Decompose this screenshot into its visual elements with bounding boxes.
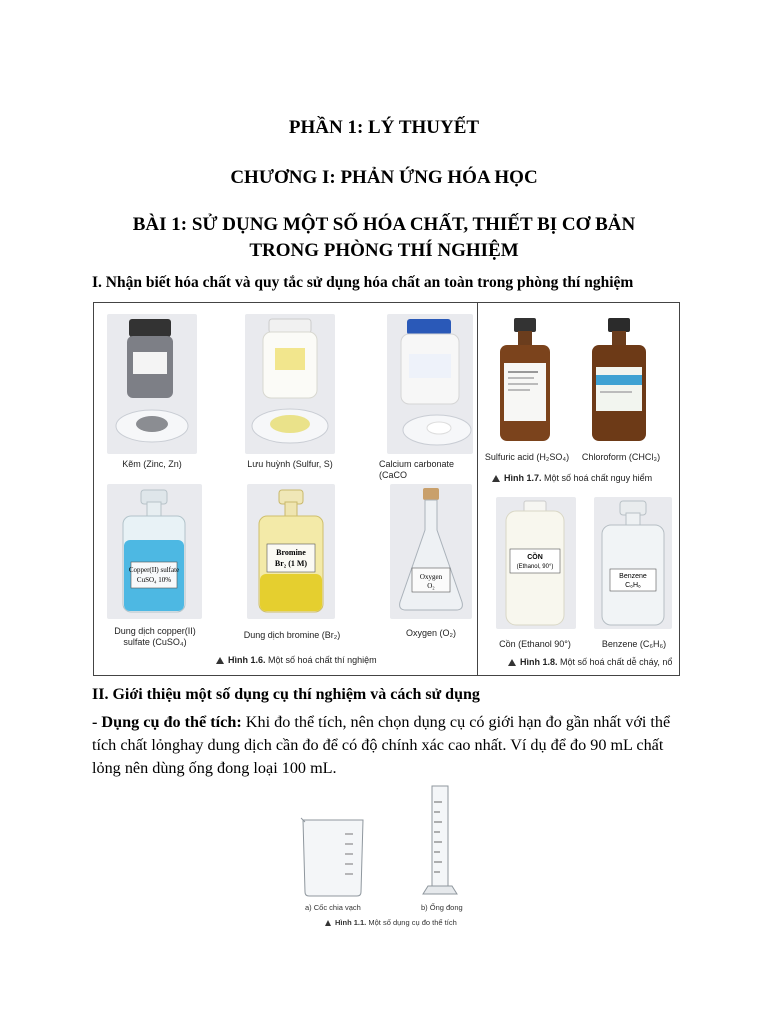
figure-divider: [477, 303, 478, 675]
benzene-label-1: Benzene: [619, 573, 647, 580]
ethanol-label-2: (Ethanol, 90°): [516, 564, 554, 570]
zinc-photo: [107, 314, 197, 454]
chapter-title: CHƯƠNG I: PHẢN ỨNG HÓA HỌC: [230, 167, 538, 188]
beaker-caption: a) Cốc chia vạch: [305, 903, 361, 912]
chloroform-photo: [586, 315, 652, 443]
benzene-label-2: C₆H₆: [625, 582, 641, 589]
ethanol-photo: [496, 497, 576, 629]
calcium-carbonate-photo: [387, 314, 473, 454]
copper-sulfate-caption: [99, 626, 211, 648]
figure-1-6-caption: [216, 655, 377, 665]
copper-sulfate-caption-line2: sulfate (CuSO₄): [123, 637, 187, 647]
figure-1-8-caption: [508, 657, 672, 667]
fig-1-6-text: Một số hoá chất thí nghiệm: [268, 655, 377, 665]
copper-sulfate-photo: [107, 484, 202, 619]
zinc-caption: Kẽm (Zinc, Zn): [122, 459, 182, 469]
oxygen-label-1: Oxygen: [419, 573, 443, 581]
paragraph-bold-lead: - Dụng cụ đo thể tích:: [92, 713, 242, 731]
lesson-title-line1: BÀI 1: SỬ DỤNG MỘT SỐ HÓA CHẤT, THIẾT BỊ CƠ BẢN: [132, 214, 636, 235]
figure-1-7-caption: [492, 473, 652, 483]
copper-sulfate-label-1: Copper(II) sulfate: [128, 566, 180, 574]
bromine-label-2: Br₂ (1 M): [274, 559, 308, 568]
sulfuric-acid-caption: Sulfuric acid (H₂SO₄): [484, 452, 570, 462]
benzene-caption: Benzene (C₆H₆): [601, 639, 667, 649]
copper-sulfate-caption-line1: Dung dịch copper(II): [114, 626, 196, 636]
figure-1-1-caption: [325, 918, 457, 927]
section-2-heading: II. Giới thiệu một số dụng cụ thí nghiệm và cách sử dụng: [92, 686, 480, 703]
measuring-paragraph: [92, 711, 682, 780]
oxygen-photo: [390, 484, 472, 619]
sulfur-caption: Lưu huỳnh (Sulfur, S): [247, 459, 333, 469]
fig-1-1-text: Một số dụng cụ đo thể tích: [368, 918, 457, 927]
chloroform-caption: Chloroform (CHCl₃): [581, 452, 661, 462]
triangle-icon: [325, 920, 331, 926]
lesson-title-line2: TRONG PHÒNG THÍ NGHIỆM: [249, 240, 519, 261]
paragraph-line-1: [92, 711, 682, 734]
fig-1-7-text: Một số hoá chất nguy hiểm: [544, 473, 653, 483]
bromine-label-1: Bromine: [276, 548, 306, 557]
oxygen-caption: Oxygen (O₂): [405, 628, 456, 638]
fig-1-6-number: Hình 1.6.: [228, 655, 266, 665]
copper-sulfate-label-2: CuSO₄ 10%: [136, 576, 172, 584]
paragraph-line-3: lỏng nên dùng ống đong loại 100 mL.: [92, 759, 337, 777]
fig-1-8-text: Một số hoá chất dễ cháy, nổ: [560, 657, 673, 667]
fig-1-7-number: Hình 1.7.: [504, 473, 542, 483]
fig-1-8-number: Hình 1.8.: [520, 657, 558, 667]
triangle-icon: [492, 475, 500, 482]
bromine-photo: [247, 484, 335, 619]
triangle-icon: [508, 659, 516, 666]
equipment-figure: [295, 782, 470, 930]
section-1-heading: I. Nhận biết hóa chất và quy tắc sử dụng hóa chất an toàn trong phòng thí nghiệm: [92, 274, 634, 291]
chemicals-figure: [93, 302, 680, 676]
sulfur-photo: [245, 314, 335, 454]
paragraph-text-1: Khi đo thể tích, nên chọn dụng cụ có giới hạn đo gần nhất với thể: [241, 713, 671, 731]
ethanol-caption: Cồn (Ethanol 90°): [499, 639, 571, 649]
triangle-icon: [216, 657, 224, 664]
calcium-carbonate-caption: Calcium carbonate (CaCO: [379, 459, 455, 480]
sulfuric-acid-photo: [494, 315, 556, 443]
cylinder-caption: b) Ống đong: [421, 903, 463, 912]
oxygen-label-2: O₂: [427, 582, 435, 590]
bromine-caption: Dung dịch bromine (Br₂): [243, 630, 341, 640]
ethanol-label-1: CỒN: [527, 554, 543, 561]
part-title: PHẦN 1: LÝ THUYẾT: [288, 117, 480, 138]
paragraph-line-2: tích chất lỏnghay dung dịch cần đo để có độ chính xác cao nhất. Ví dụ để đo 90 mL chất: [92, 736, 664, 754]
fig-1-1-number: Hình 1.1.: [335, 918, 367, 927]
benzene-photo: [594, 497, 672, 629]
